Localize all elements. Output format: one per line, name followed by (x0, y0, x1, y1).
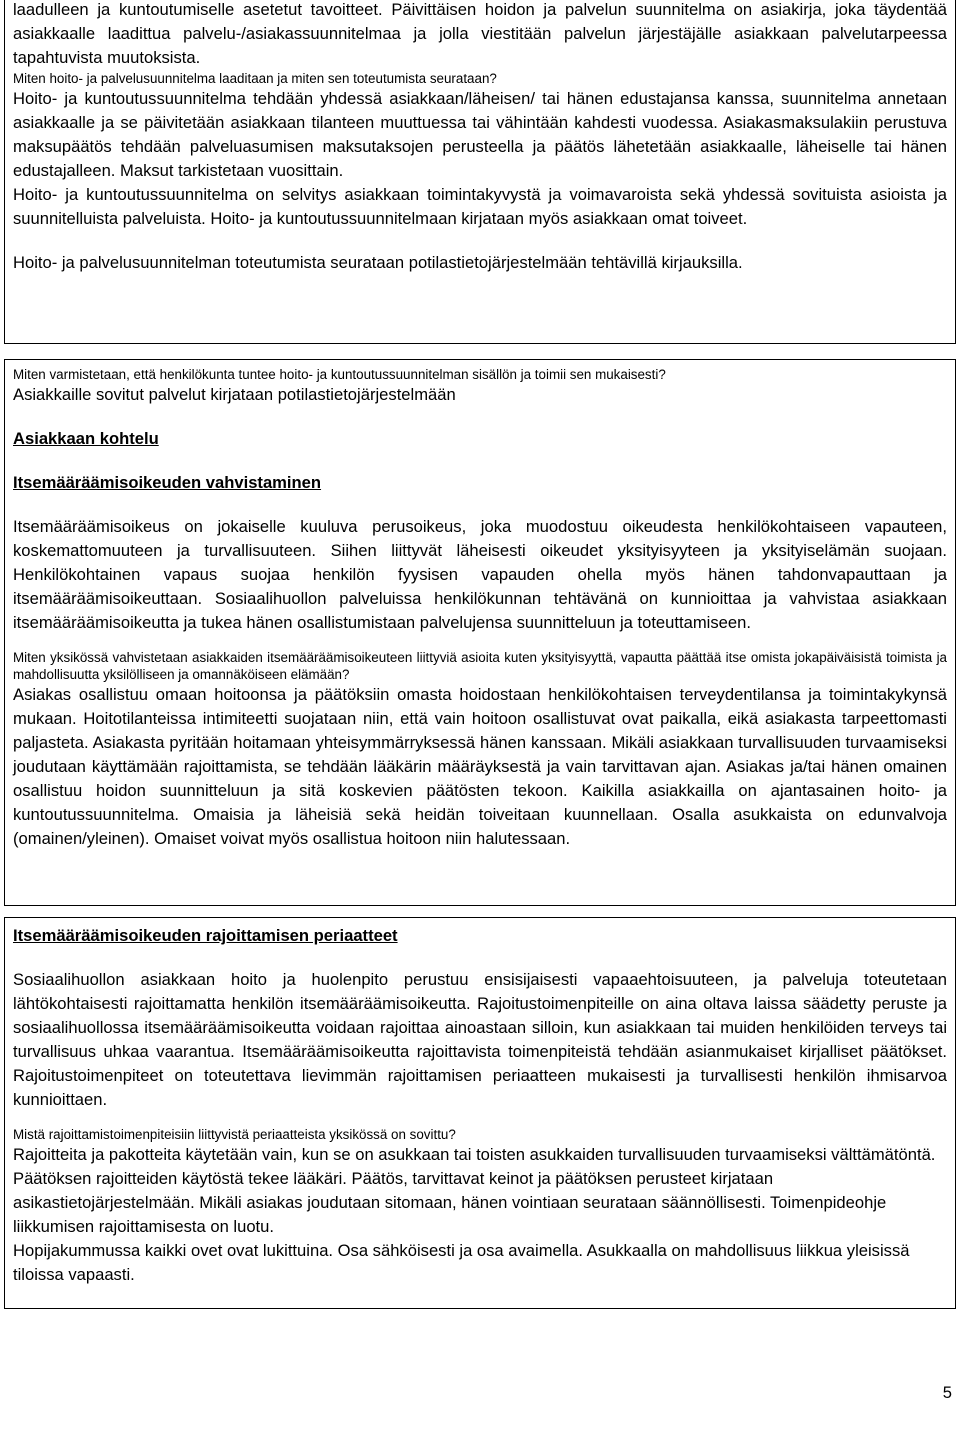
plan-followup-paragraph: Hoito- ja palvelusuunnitelman toteutumista seurataan potilastietojärjestelmään tehtävillä kirjauksilla. (13, 253, 743, 272)
restriction-section-box (4, 917, 956, 1309)
restriction-heading: Itsemääräämisoikeuden rajoittamisen periaatteet (13, 926, 398, 945)
plan-paragraph: Hoito- ja kuntoutussuunnitelma tehdään yhdessä asiakkaan/läheisen/ tai hänen edustajansa kanssa, suunnitelma annetaan asiakkaalle ja se päivitetään asiakkaan tilanteen muuttuessa tai vähintään kahdesti vuodessa. Asiakasmaksulakiin perustuva maksupäätös tehdään palveluasumisen maksutaksojen perusteella ja päätös lähetetään asiakkaalle, läheiselle tai hänen edustajalleen. Maksut tarkistetaan vuosittain. (13, 89, 947, 180)
staff-answer: Asiakkaille sovitut palvelut kirjataan potilastietojärjestelmään (13, 385, 456, 404)
self-determination-question: Miten yksikössä vahvistetaan asiakkaiden itsemääräämisoikeuteen liittyviä asioita kuten yksityisyyttä, vapautta päättää itse omista jokapäiväisistä toimista ja mahdollisuutta yksilölliseen ja omannäköiseen elämään? (13, 650, 947, 682)
restriction-answer: Rajoitteita ja pakotteita käytetään vain, kun se on asukkaan tai toisten asukkaiden turvallisuuden turvaamiseksi välttämätöntä. Päätöksen rajoitteiden käytöstä tekee lääkäri. Päätös, tarvittavat keinot ja päätöksen perusteet kirjataan asikastietojärjestelmään. Mikäli asiakas joudutaan sitomaan, hänen vointiaan seurataan säännöllisesti. Toimenpideohje liikkumisen rajoittamisesta on luotu. (13, 1145, 936, 1236)
page-number: 5 (942, 1383, 952, 1402)
restriction-question: Mistä rajoittamistoimenpiteisiin liittyvistä periaatteista yksikössä on sovittu? (13, 1127, 456, 1142)
plan-question: Miten hoito- ja palvelusuunnitelma laaditaan ja miten sen toteutumista seurataan? (13, 71, 497, 86)
plan-section-box (4, 0, 956, 344)
self-determination-answer: Asiakas osallistuu omaan hoitoonsa ja päätöksiin omasta hoidostaan henkilökohtaisen terveydentilansa ja toimintakykynsä mukaan. Hoitotilanteissa intimiteetti suojataan niin, että vain hoitoon osallistuvat ovat paikalla, eikä asiakasta tarpeettomasti paljasteta. Asiakasta pyritään hoitamaan yhteisymmärryksessä hänen kanssaan. Mikäli asiakkaan turvallisuuden turvaamiseksi joudutaan käyttämään rajoittamista, se tehdään lääkärin määräyksestä ja vain tarvittavan ajan. Asiakas ja/tai hänen omainen osallistuu hoidon suunnitteluun ja sitä koskevien päätösten tekoon. Kaikilla asiakkailla on ajantasainen hoito- ja kuntoutussuunnitelma. Omaisia ja läheisiä sekä heidän toiveitaan kuunnellaan. Osalla asukkaista on edunvalvoja (omainen/yleinen). Omaiset voivat myös osallistua hoitoon niin halutessaan. (13, 685, 947, 848)
intro-paragraph: laadulleen ja kuntoutumiselle asetetut tavoitteet. Päivittäisen hoidon ja palvelun suunnitelma on asiakirja, joka täydentää asiakkaalle laadittua palvelu-/asiakassuunnitelmaa ja jolla viestitään palvelun järjestäjälle asiakkaan palvelutarpeessa tapahtuvista muutoksista. (13, 0, 947, 67)
restriction-doors-answer: Hopijakummussa kaikki ovet ovat lukittuina. Osa sähköisesti ja osa avaimella. Asukkaalla on mahdollisuus liikkua yleisissä tiloissa vapaasti. (13, 1241, 910, 1284)
plan-section-text (5, 0, 955, 275)
treatment-section-text (5, 360, 955, 851)
staff-question: Miten varmistetaan, että henkilökunta tuntee hoito- ja kuntoutussuunnitelman sisällön ja toimii sen mukaisesti? (13, 367, 666, 382)
treatment-heading: Asiakkaan kohtelu (13, 429, 159, 448)
self-determination-paragraph: Itsemääräämisoikeus on jokaiselle kuuluva perusoikeus, joka muodostuu oikeudesta henkilökohtaiseen vapauteen, koskemattomuuteen ja turvallisuuteen. Siihen liittyvät läheisesti oikeudet yksityisyyteen ja yksityiselämän suojaan. Henkilökohtainen vapaus suojaa henkilön fyysisen vapauden ohella myös hänen tahdonvapauttaan ja itsemääräämisoikeuttaan. Sosiaalihuollon palveluissa henkilökunnan tehtävänä on kunnioittaa ja vahvistaa asiakkaan itsemääräämisoikeutta ja tukea hänen osallistumistaan palvelujensa suunnitteluun ja toteuttamiseen. (13, 517, 947, 632)
treatment-section-box (4, 359, 956, 906)
self-determination-heading: Itsemääräämisoikeuden vahvistaminen (13, 473, 322, 492)
restriction-paragraph: Sosiaalihuollon asiakkaan hoito ja huolenpito perustuu ensisijaisesti vapaaehtoisuuteen, ja palveluja toteutetaan lähtökohtaisesti rajoittamatta henkilön itsemääräämisoikeutta. Rajoitustoimenpiteille on aina oltava laissa säädetty peruste ja sosiaalihuollossa itsemääräämisoikeutta voidaan rajoittaa ainoastaan silloin, kun asiakkaan tai muiden henkilöiden terveys tai turvallisuus uhkaa vaarantua. Itsemääräämisoikeutta rajoittavista toimenpiteistä tehdään asianmukaiset kirjalliset päätökset. Rajoitustoimenpiteet on toteutettava lievimmän rajoittamisen periaatteen mukaisesti ja turvallisesti henkilön ihmisarvoa kunnioittaen. (13, 970, 947, 1109)
restriction-section-text (5, 918, 955, 1287)
plan-report-paragraph: Hoito- ja kuntoutussuunnitelma on selvitys asiakkaan toimintakyvystä ja voimavaroista sekä yhdessä sovituista asioista ja suunnitelluista palveluista. Hoito- ja kuntoutussuunnitelmaan kirjataan myös asiakkaan omat toiveet. (13, 185, 947, 228)
